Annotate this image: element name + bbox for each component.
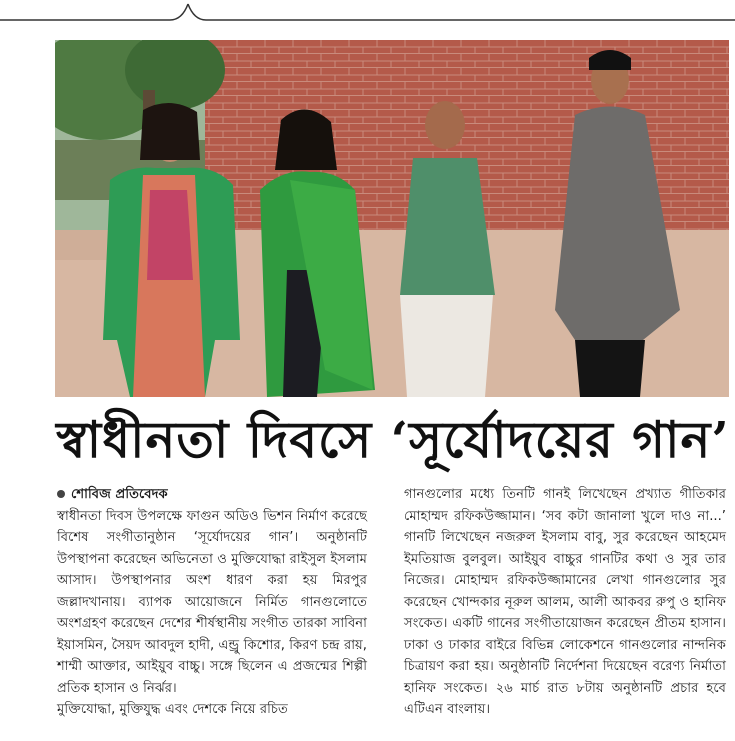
- paragraph: মুক্তিযোদ্ধা, মুক্তিযুদ্ধ এবং দেশকে নিয়ে রচিত: [57, 702, 288, 717]
- previous-article-frame: [0, 0, 735, 24]
- byline-text: শোবিজ প্রতিবেদক: [71, 487, 168, 502]
- paragraph: স্বাধীনতা দিবস উপলক্ষে ফাগুন অডিও ভিশন নির্মাণ করেছে বিশেষ সংগীতানুষ্ঠান ‘সূর্যোদয়ের গান’। অনুষ্ঠানটি উপস্থাপনা করেছেন অভিনেতা ও মুক্তিযোদ্ধা রাইসুল ইসলাম আসাদ। উপস্থাপনার অংশ ধারণ করা হয় মিরপুর জল্লাদখানায়। ব্যাপক আয়োজনে নির্মিত গানগুলোতে অংশগ্রহণ করেছেন দেশের শীর্ষস্থানীয় সংগীত তারকা সাবিনা ইয়াসমিন, সৈয়দ আবদুল হাদী, এন্ড্রু কিশোর, কিরণ চন্দ্র রায়, শাম্মী আক্তার, আইয়ুব বাচ্চু। সঙ্গে ছিলেন এ প্রজন্মের শিল্পী প্রতিক হাসান ও নির্ঝর।: [57, 508, 367, 696]
- article-column-left: [57, 484, 367, 721]
- article-column-right: [404, 484, 726, 721]
- byline: [57, 484, 367, 506]
- article-photo: [55, 40, 729, 397]
- paragraph: গানগুলোর মধ্যে তিনটি গানই লিখেছেন প্রখ্যাত গীতিকার মোহাম্মদ রফিকউজ্জামান। ‘সব কটা জানালা খুলে দাও না...’ গানটি লিখেছেন নজরুল ইসলাম বাবু, সুর করেছেন আহমেদ ইমতিয়াজ বুলবুল। আইয়ুব বাচ্চুর গানটির কথা ও সুর তার নিজের। মোহাম্মদ রফিকউজ্জামানের লেখা গানগুলোর সুর করেছেন খোন্দকার নূরুল আলম, আলী আকবর রুপু ও হানিফ সংকেত। একটি গানের সংগীতায়োজন করেছেন প্রীতম হাসান। ঢাকা ও ঢাকার বাইরে বিভিন্ন লোকেশনে গানগুলোর নান্দনিক চিত্রায়ণ করা হয়। অনুষ্ঠানটি নির্দেশনা দিয়েছেন বরেণ্য নির্মাতা হানিফ সংকেত। ২৬ মার্চ রাত ৮টায় অনুষ্ঠানটি প্রচার হবে এটিএন বাংলায়।: [404, 487, 726, 717]
- photo-illustration: [55, 40, 729, 397]
- bullet-icon: [57, 490, 65, 498]
- headline: স্বাধীনতা দিবসে ‘সূর্যোদয়ের গান’: [56, 410, 730, 469]
